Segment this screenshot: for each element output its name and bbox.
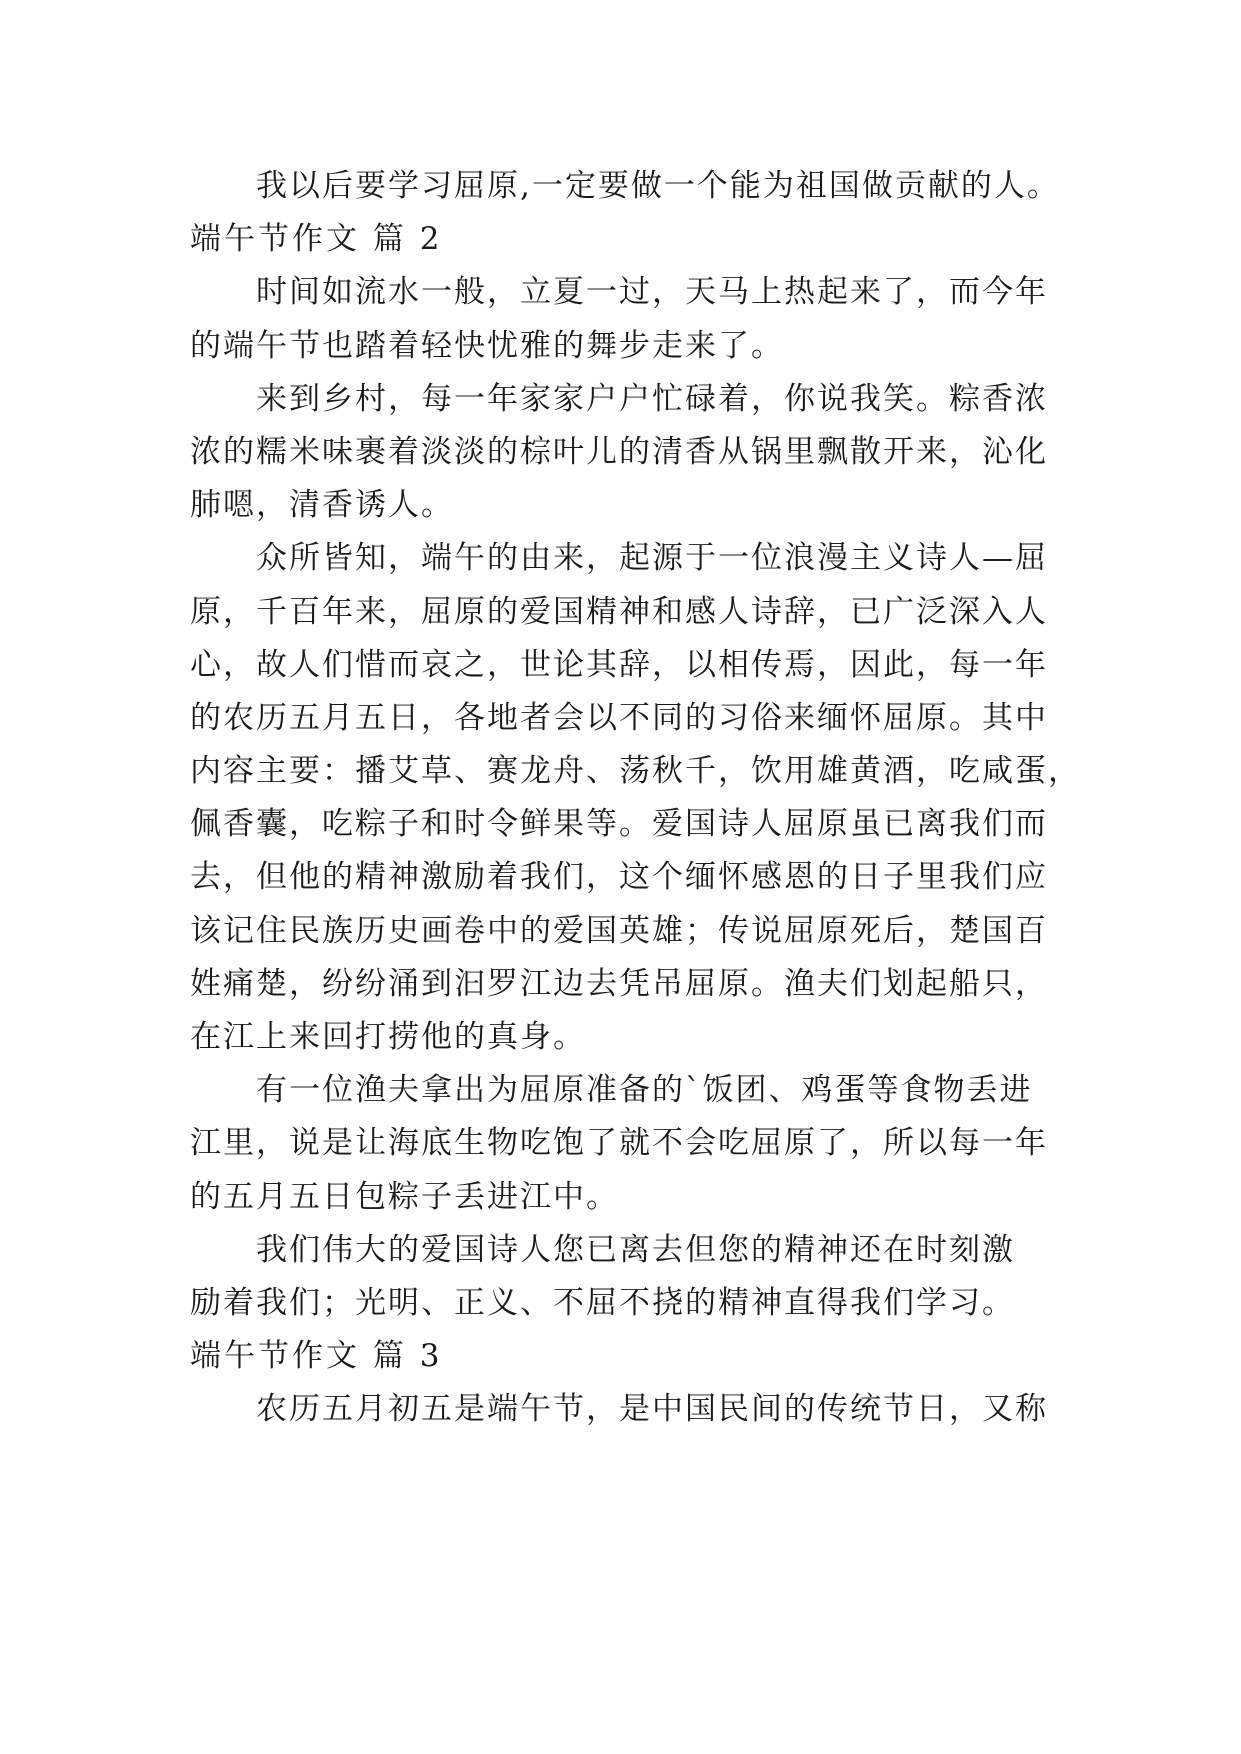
paragraph-line: 姓痛楚，纷纷涌到汩罗江边去凭吊屈原。渔夫们划起船只，: [190, 965, 1048, 1002]
paragraph-line: 浓的糯米味裹着淡淡的棕叶儿的清香从锅里飘散开来，沁化: [190, 433, 1048, 470]
paragraph-line: 佩香囊，吃粽子和时令鲜果等。爱国诗人屈原虽已离我们而: [190, 806, 1048, 843]
paragraph-line: 心，故人们惜而哀之，世论其辞，以相传焉，因此，每一年: [190, 646, 1048, 683]
paragraph-line: 时间如流水一般，立夏一过，天马上热起来了，而今年: [256, 274, 1048, 311]
paragraph-line: 的端午节也踏着轻快忧雅的舞步走来了。: [190, 327, 784, 364]
paragraph-line: 去，但他的精神激励着我们，这个缅怀感恩的日子里我们应: [190, 859, 1048, 896]
paragraph-line: 内容主要：播艾草、赛龙舟、荡秋千，饮用雄黄酒，吃咸蛋，: [190, 753, 1081, 790]
paragraph-line: 肺嗯，清香诱人。: [190, 487, 454, 524]
paragraph-line: 我们伟大的爱国诗人您已离去但您的精神还在时刻激: [256, 1231, 1015, 1268]
paragraph-line: 江里，说是让海底生物吃饱了就不会吃屈原了，所以每一年: [190, 1125, 1048, 1162]
paragraph-line: 有一位渔夫拿出为屈原准备的`饭团、鸡蛋等食物丢进: [256, 1072, 1033, 1109]
paragraph-line: 励着我们；光明、正义、不屈不挠的精神直得我们学习。: [190, 1284, 1015, 1321]
paragraph-line: 在江上来回打捞他的真身。: [190, 1019, 586, 1055]
paragraph-line: 农历五月初五是端午节，是中国民间的传统节日，又称: [256, 1391, 1048, 1428]
paragraph-line: 原，千百年来，屈原的爱国精神和感人诗辞，已广泛深入人: [190, 593, 1048, 630]
section-heading: 端午节作文 篇 3: [190, 1338, 443, 1375]
document-body: [190, 160, 1081, 1437]
paragraph-line: 我以后要学习屈原,一定要做一个能为祖国做贡献的人。: [256, 168, 1060, 204]
paragraph-line: 的农历五月五日，各地者会以不同的习俗来缅怀屈原。其中: [190, 699, 1048, 736]
paragraph-line: 来到乡村，每一年家家户户忙碌着，你说我笑。粽香浓: [256, 380, 1048, 417]
paragraph-line: 该记住民族历史画卷中的爱国英雄；传说屈原死后，楚国百: [190, 912, 1048, 949]
section-heading: 端午节作文 篇 2: [190, 221, 443, 258]
paragraph-line: 的五月五日包粽子丢进江中。: [190, 1178, 619, 1215]
paragraph-line: 众所皆知，端午的由来，起源于一位浪漫主义诗人—屈: [256, 540, 1048, 577]
